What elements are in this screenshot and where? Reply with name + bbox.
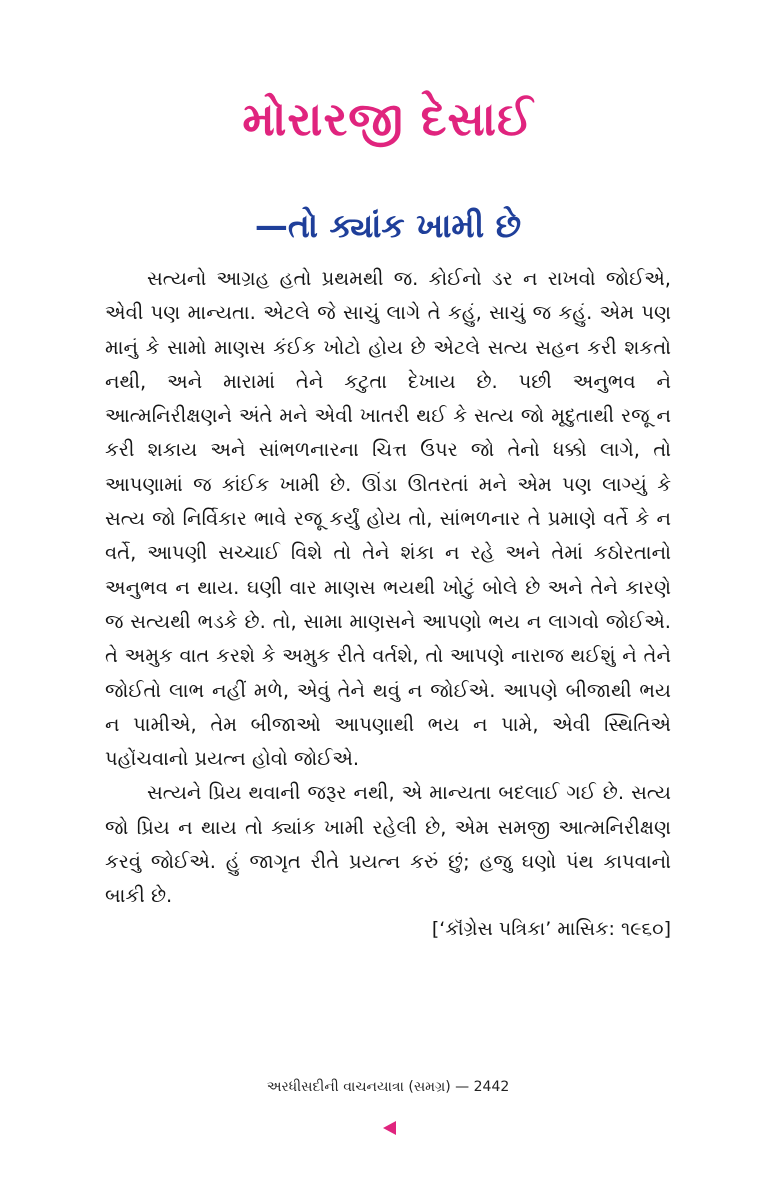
paragraph: સત્યને પ્રિય થવાની જરૂર નથી, એ માન્યતા બદલાઈ ગઈ છે. સત્ય જો પ્રિય ન થાય તો ક્યાંક ખામી રહેલી છે, એમ સમજી આત્મનિરીક્ષણ કરવું જોઈએ. હું જાગૃત રીતે પ્રયત્ન કરું છું; હજુ ઘણો પંથ કાપવાનો બાકી છે.: [105, 781, 671, 908]
author-name: મોરારજી દેસાઈ: [242, 92, 534, 146]
paragraph: સત્યનો આગ્રહ હતો પ્રથમથી જ. કોઈનો ડર ન રાખવો જોઈએ, એવી પણ માન્યતા. એટલે જે સાચું લાગે તે કહું, સાચું જ કહું. એમ પણ માનું કે સામો માણસ કંઈક ખોટો હોય છે એટલે સત્ય સહન કરી શકતો નથી, અને મારામાં તેને કટુતા દેખાય છે. પછી અનુભવ ને આત્મનિરીક્ષણને અંતે મને એવી ખાતરી થઈ કે સત્ય જો મૃદુતાથી રજૂ ન કરી શકાય અને સાંભળનારના ચિત્ત ઉપર જો તેનો ધક્કો લાગે, તો આપણામાં જ કાંઈક ખામી છે. ઊંડા ઊતરતાં મને એમ પણ લાગ્યું કે સત્ય જો નિર્વિકાર ભાવે રજૂ કર્યું હોય તો, સાંભળનાર તે પ્રમાણે વર્તે કે ન વર્તે, આપણી સચ્ચાઈ વિશે તો તેને શંકા ન રહે અને તેમાં કઠોરતાનો અનુભવ ન થાય. ઘણી વાર માણસ ભયથી ખોટું બોલે છે અને તેને કારણે જ સત્યથી ભડકે છે. તો, સામા માણસને આપણો ભય ન લાગવો જોઈએ. તે અમુક વાત કરશે કે અમુક રીતે વર્તશે, તો આપણે નારાજ થઈશું ને તેને જોઈતો લાભ નહીં મળે, એવું તેને થવું ન જોઈએ. આપણે બીજાથી ભય ન પામીએ, તેમ બીજાઓ આપણાથી ભય ન પામે, એવી સ્થિતિએ પહોંચવાનો પ્રયત્ન હોવો જોઈએ.: [105, 267, 671, 771]
article-body: [105, 262, 671, 914]
source-citation: [‘કૉંગ્રેસ પત્રિકા’ માસિક: ૧૯૬૦]: [431, 918, 671, 940]
prev-page-arrow-icon[interactable]: [383, 1121, 396, 1135]
article-title: —તો ક્યાંક ખામી છે: [254, 206, 522, 245]
page-footer: અરધીસદીની વાચનયાત્રા (સમગ્ર) — 2442: [266, 1079, 510, 1095]
